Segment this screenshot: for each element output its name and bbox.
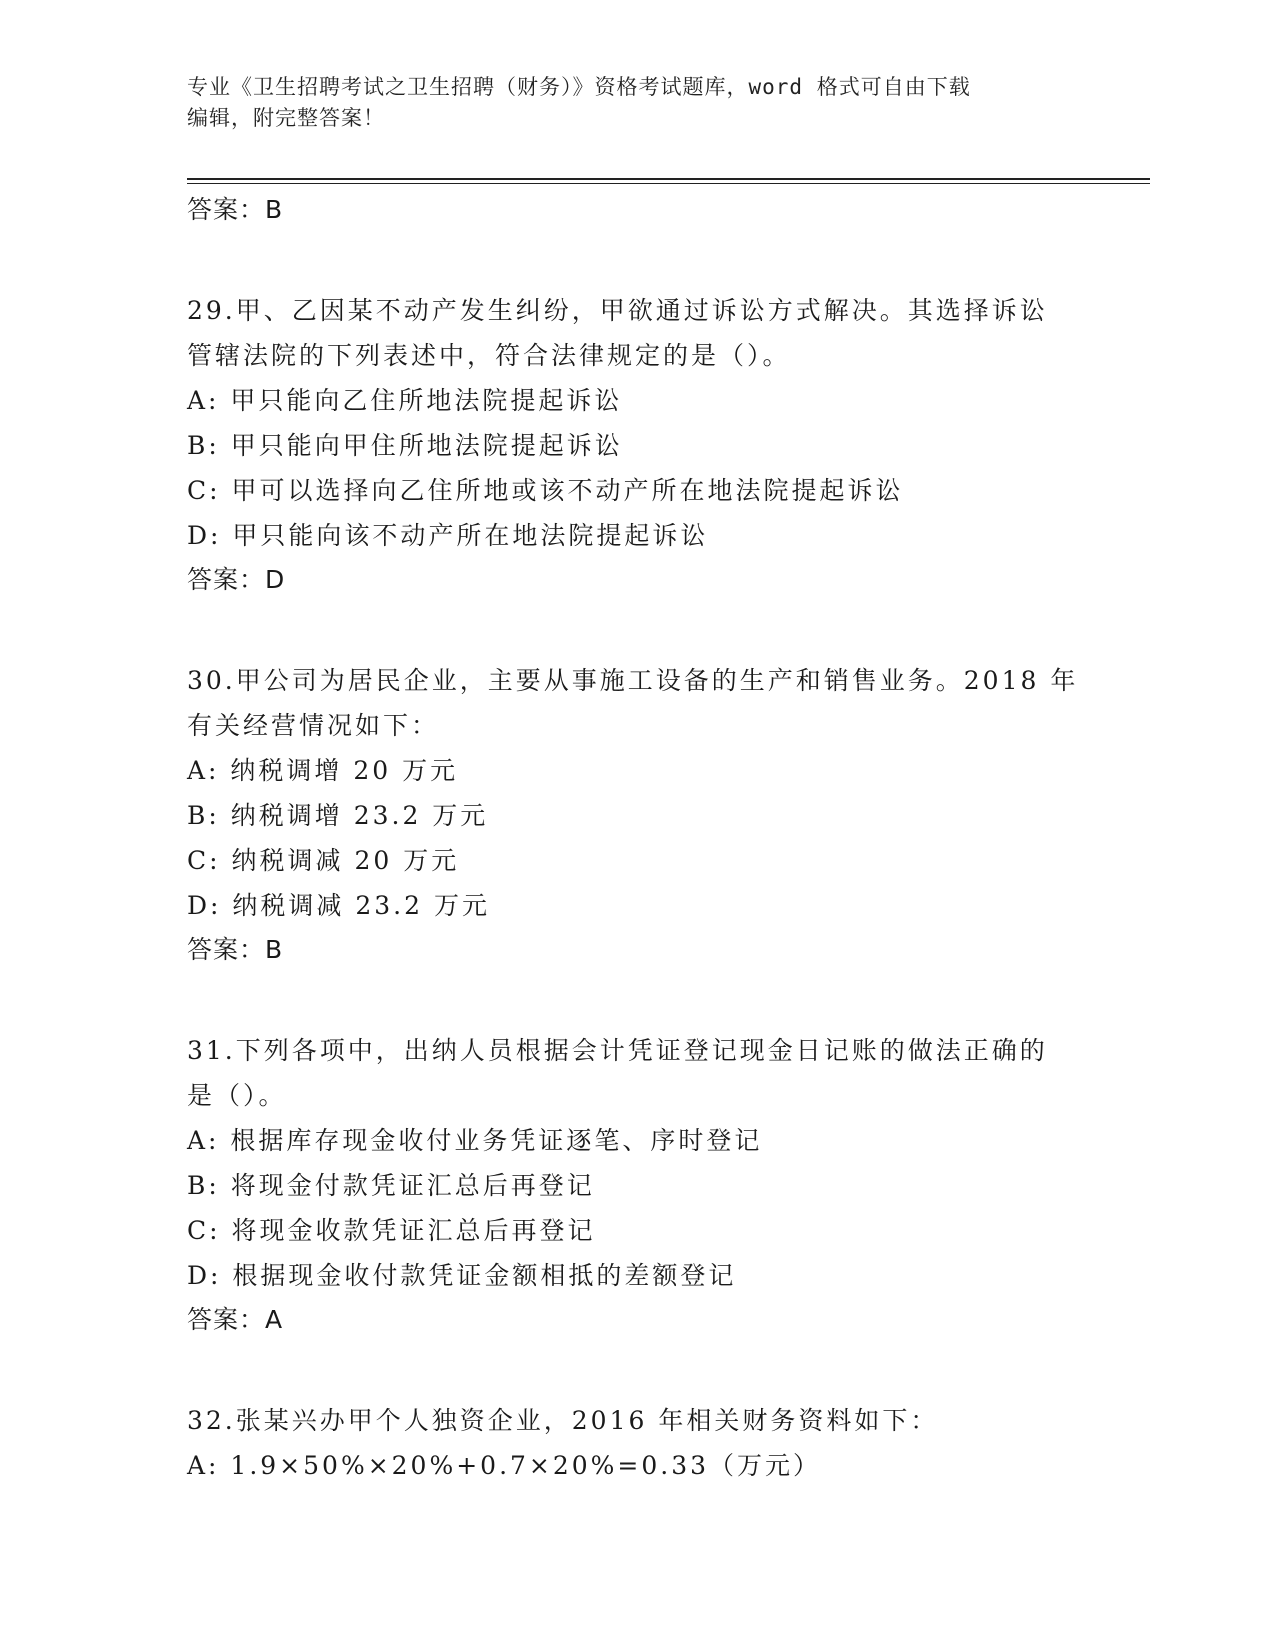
question-block (187, 1398, 1087, 1488)
option-c: C: 甲可以选择向乙住所地或该不动产所在地法院提起诉讼 (187, 476, 904, 505)
option-d: D: 纳税调减 23.2 万元 (187, 891, 490, 920)
question-block (187, 288, 1087, 602)
option-a: A: 根据库存现金收付业务凭证逐笔、序时登记 (187, 1126, 763, 1155)
header-divider-thin (187, 183, 1150, 184)
spacer (187, 1342, 1087, 1398)
option-b: B: 纳税调增 23.2 万元 (187, 801, 489, 830)
option-a: A: 1.9×50%×20%+0.7×20%=0.33（万元） (187, 1451, 822, 1480)
option-b: B: 甲只能向甲住所地法院提起诉讼 (187, 431, 623, 460)
page-header (187, 72, 1067, 134)
spacer (187, 972, 1087, 1028)
answer-label: 答案：A (187, 1305, 284, 1334)
option-d: D: 根据现金收付款凭证金额相抵的差额登记 (187, 1261, 737, 1290)
question-text: 30.甲公司为居民企业，主要从事施工设备的生产和销售业务。2018 年 (187, 666, 1079, 695)
question-text: 29.甲、乙因某不动产发生纠纷，甲欲通过诉讼方式解决。其选择诉讼 (187, 296, 1048, 325)
question-text: 31.下列各项中，出纳人员根据会计凭证登记现金日记账的做法正确的 (187, 1036, 1048, 1065)
answer-label: 答案：B (187, 195, 284, 224)
question-block (187, 1028, 1087, 1342)
answer-label: 答案：B (187, 935, 284, 964)
question-text: 有关经营情况如下： (187, 711, 440, 740)
question-list (187, 188, 1087, 1488)
header-divider-thick (187, 178, 1150, 180)
question-text: 是（）。 (187, 1081, 287, 1110)
option-a: A: 纳税调增 20 万元 (187, 756, 459, 785)
spacer (187, 602, 1087, 658)
question-block (187, 658, 1087, 972)
question-text: 管辖法院的下列表述中，符合法律规定的是（）。 (187, 341, 791, 370)
option-c: C: 纳税调减 20 万元 (187, 846, 460, 875)
header-line-1: 专业《卫生招聘考试之卫生招聘（财务）》资格考试题库，word 格式可自由下载 (187, 75, 971, 99)
spacer (187, 232, 1087, 288)
header-line-2: 编辑，附完整答案！ (187, 106, 385, 130)
option-a: A: 甲只能向乙住所地法院提起诉讼 (187, 386, 623, 415)
answer-label: 答案：D (187, 565, 286, 594)
option-d: D: 甲只能向该不动产所在地法院提起诉讼 (187, 521, 709, 550)
question-text: 32.张某兴办甲个人独资企业，2016 年相关财务资料如下： (187, 1406, 939, 1435)
option-b: B: 将现金付款凭证汇总后再登记 (187, 1171, 595, 1200)
option-c: C: 将现金收款凭证汇总后再登记 (187, 1216, 596, 1245)
